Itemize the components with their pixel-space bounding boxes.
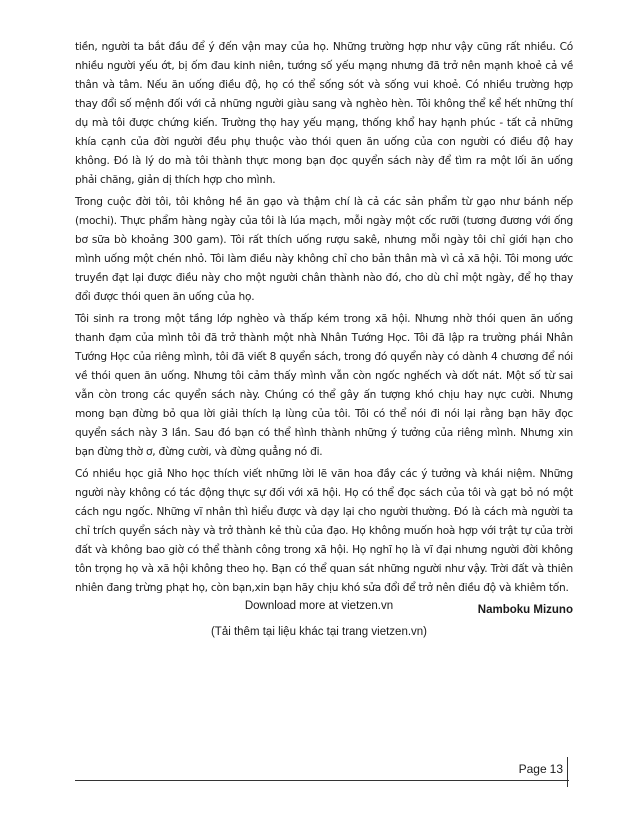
author-signature: Namboku Mizuno xyxy=(477,604,573,616)
page-label: Page xyxy=(518,762,547,776)
download-notice xyxy=(0,597,638,641)
footer-horizontal-rule xyxy=(75,780,569,781)
page-number-value: 13 xyxy=(549,762,563,776)
page-number xyxy=(519,761,563,777)
paragraph-1: tiền, người ta bắt đầu để ý đến vận may của họ. Những trường hợp như vậy cũng rất nhiều. Có nhiều người yếu ớt, bị ốm đau kinh niên, tướng số yếu mạng nhưng đã trở nên mạnh khoẻ cả về thân và tâm. Nếu ăn uống điều độ, họ có thể sống sót và sống vui khoẻ. Có nhiều trường hợp thay đổi số mệnh đối với cả những người giàu sang và nghèo hèn. Tôi không thể kể hết những thí dụ mà tôi được chứng kiến. Trường thọ hay yếu mạng, thống khổ hay hạnh phúc - tất cả những khía cạnh của đời người đều phụ thuộc vào thói quen ăn uống của con người có điều độ hay không. Đó là lý do mà tôi thành thực mong bạn đọc quyển sách này để tìm ra một lối ăn uống phải chăng, giản dị thích hợp cho mình. xyxy=(75,41,573,186)
download-link[interactable]: Download more at vietzen.vn xyxy=(244,600,394,612)
body-text xyxy=(75,38,573,619)
paragraph-2: Trong cuộc đời tôi, tôi không hề ăn gạo và thậm chí là cả các sản phẩm từ gạo như bánh nếp (mochi). Thực phẩm hàng ngày của tôi là lúa mạch, mỗi ngày một cốc rưỡi (tương đương với ống bơ sữa bò khoảng 300 gam). Tôi rất thích uống rượu sakê, nhưng mỗi ngày tôi chỉ giới hạn cho mình uống một chén nhỏ. Tôi làm điều này không chỉ cho bản thân mà vì cả xã hội. Tôi mong ước truyền đạt lại được điều này cho một người chân thành nào đó, cho dù chỉ một ngày, để họ thay đổi được thói quen ăn uống của họ. xyxy=(75,196,573,303)
download-subtitle: (Tải thêm tại liệu khác tại trang vietzen.vn) xyxy=(210,626,428,638)
footer-vertical-rule xyxy=(567,757,568,787)
paragraph-4: Có nhiều học giả Nho học thích viết những lời lẽ văn hoa đầy các ý tưởng và khái niệm. Những người này không có tác động thực sự đối với xã hội. Họ có thể đọc sách của tôi và gạt bỏ nó một cách ngu ngốc. Những vĩ nhân thì hiểu được và dạy lại cho người thường. Đó là cách mà người ta chỉ trích quyển sách này và trở thành kẻ thù của đạo. Họ không muốn hoà hợp với trật tự của trời đất và không bao giờ có thể thành công trong xã hội. Họ nghĩ họ là vĩ đại nhưng người đời không tôn trọng họ và xã hội không theo họ. Bạn có thể quan sát những người như vậy. Trời đất và thiên nhiên đang trừng phạt họ, còn bạn,xin bạn hãy chịu khó sửa đổi để trở nên điều độ và khiêm tốn. xyxy=(75,468,573,594)
paragraph-3: Tôi sinh ra trong một tầng lớp nghèo và thấp kém trong xã hội. Nhưng nhờ thói quen ăn uống thanh đạm của mình tôi đã trở thành một nhà Nhân Tướng Học. Tôi đã lập ra trường phái Nhân Tướng Học của riêng mình, tôi đã viết 8 quyển sách, trong đó quyển này có dành 4 chương để nói về thói quen ăn uống. Nhưng tôi cảm thấy mình vẫn còn ngốc nghếch và dốt nát. Một số từ sai vẫn còn trong các quyển sách này. Chúng có thể gây ấn tượng khó chịu hay nực cười. Nhưng mong bạn đừng bỏ qua lời giải thích lạ lùng của tôi. Tôi có thể nói đi nói lại rằng bạn hãy đọc quyển sách này 3 lần. Sau đó bạn có thể hình thành những ý tưởng của riêng mình. Nhưng xin bạn đừng thờ ơ, đừng cười, và đừng quẳng nó đi. xyxy=(75,313,573,458)
